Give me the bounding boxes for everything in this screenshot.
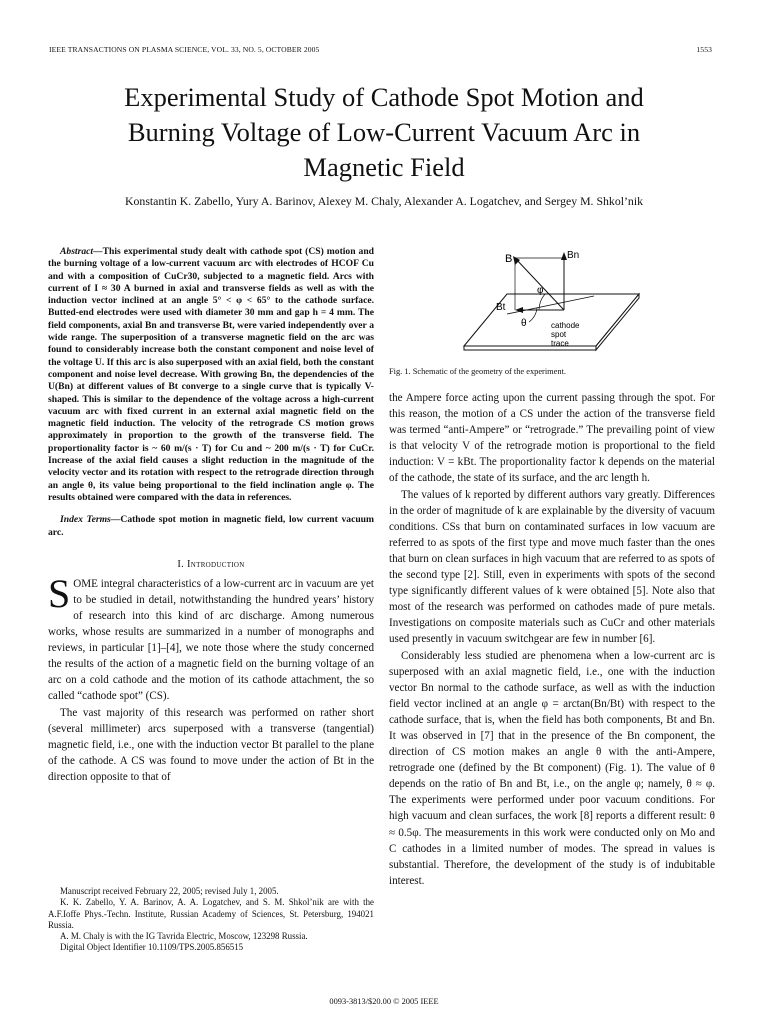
paper-title [40, 80, 728, 185]
right-paragraph-3: Considerably less studied are phenomena when a low-current arc is superposed with an axial magnetic field, i.e., one with the induction vector Bn normal to the cathode surface, as well as with the induction field vector inclined at an angle φ = arctan(Bn/Bt) with respect to the cathode surface, that is, when the field has both components, Bt and Bn. It was observed in [7] that in the presence of the Bn component, the direction of CS motion makes an angle θ with the anti-Ampere, retrograde one (defined by the Bt component) (Fig. 1). The value of θ depends on the ratio of Bn and Bt, i.e., on the angle φ; namely, θ ≈ φ. The experiments were performed under poor vacuum conditions. For high vacuum and clean surfaces, the work [8] reports a different result: θ ≈ 0.5φ. The measurements in this work were conducted only on Mo and C cathodes in a limited number of modes. The spread in values is substantial. Therefore, the development of the study is of indubitable interest. [389, 649, 715, 887]
title-line: Magnetic Field [303, 152, 465, 182]
label-spot: spot [551, 330, 567, 339]
running-header [49, 45, 712, 54]
title-line: Experimental Study of Cathode Spot Motion and [124, 82, 644, 112]
label-trace: trace [551, 339, 569, 348]
copyright-footer: 0093-3813/$20.00 © 2005 IEEE [329, 997, 439, 1006]
footnote: Digital Object Identifier 10.1109/TPS.2005.856515 [60, 942, 244, 953]
title-line: Burning Voltage of Low-Current Vacuum Arc in [127, 117, 641, 147]
label-b: B [505, 253, 513, 265]
label-phi: φ [537, 285, 544, 296]
section-heading-introduction: I. Introduction [177, 558, 245, 570]
right-paragraph-1: the Ampere force acting upon the current passing through the spot. For this reason, the motion of a CS under the action of the transverse field was termed “anti-Ampere” or “retrograde.” The prevailing point of view is that velocity V of the retrograde motion is proportional to the field induction: V = kBt. The proportionality factor k depends on the material of the cathode, the state of its surface, and the arc length h. [389, 392, 715, 485]
footnote: Manuscript received February 22, 2005; revised July 1, 2005. [60, 886, 279, 896]
intro-paragraph-1-text: OME integral characteristics of a low-current arc in vacuum are yet to be studied in detail, notwithstanding the hundred years’ history of research into this kind of arc discharge. Among numerous works, whose results are summarized in a number of monographs and reviews, in particular [1]–[4], we note those where the study concerned the results of the action of a magnetic field on the burning voltage of an arc on a cold cathode and the motion of its cathode attachment, the so called “cathode spot” (CS). [48, 577, 374, 703]
geometry-schematic [389, 246, 715, 361]
left-column [48, 246, 374, 785]
right-paragraph-2: The values of k reported by different authors vary greatly. Differences in the order of magnitude of k are explainable by the diversity of vacuum conditions. CSs that burn on contaminated surfaces in low vacuum are referred to as spots of the first type and move much faster than the ones that burn on clean surfaces in high vacuum that are referred to as spots of the second type [2]. Still, even in experiments with spots of the second type significantly different values of k were obtained [5]. Note also that most of the research was performed on cathodes made of pure metals. Investigations on composite materials such as CuCr and other materials used presently in vacuum switchgear are few in number [6]. [389, 488, 715, 646]
abstract-label: Abstract— [60, 246, 103, 257]
drop-cap: S [48, 570, 71, 616]
footnote: K. K. Zabello, Y. A. Barinov, A. A. Logatchev, and S. M. Shkol’nik are with the A.F.Ioffe Phys.-Techn. Institute, Russian Academy of Sciences, St. Petersburg, 194021 Russia. [48, 897, 374, 930]
figure-1-caption: Fig. 1. Schematic of the geometry of the experiment. [389, 367, 566, 376]
index-terms-label: Index Terms— [60, 514, 121, 526]
abstract-text: This experimental study dealt with cathode spot (CS) motion and the burning voltage of a low-current vacuum arc with electrodes of HCOF Cu and with a composition of CuCr30, subjected to a magnetic field. Arcs with current of I ≈ 30 A burned in axial and transverse fields as well as with the induction vector inclined at an angle 5° < φ < 65° to the cathode surface. Butted-end electrodes were used with diameter 30 mm and gap h = 4 mm. The field components, axial Bn and transverse Bt, were varied independently over a wide range. The superposition of a transverse magnetic field on the arc was found to considerably increase both the constant component and noise level of the voltage U. If this arc is also superposed with an axial field, both the constant component and noise level decrease. With growing Bn, the dependencies of the U(Bn) at different values of Bt converge to a single curve that is typically V-shaped. This is similar to the dependence of the voltage across a high-current vacuum arc with fixed current in an external axial magnetic field on the magnetic field induction. The velocity of the retrograde CS motion grows approximately in proportion to the growth of the transverse field. The proportionality factor is ~ 60 m/(s · T) for Cu and ~ 200 m/(s · T) for CuCr. Increase of the axial field causes a slight reduction in the magnitude of the velocity vector and its rotation with respect to the retrograde direction through an angle θ, its value being proportional to the field inclination angle φ. The results obtained were compared with the data in references. [48, 246, 374, 503]
label-cathode: cathode [551, 321, 580, 330]
cathode-plate-edge [464, 346, 596, 350]
intro-paragraph-2: The vast majority of this research was performed on rather short (several millimeter) arcs superposed with a transverse (tangential) magnetic field, i.e., one with the induction vector Bt parallel to the plane of the cathode. A CS was found to move under the action of Bt in the direction opposite to that of [48, 706, 374, 783]
abstract [48, 246, 374, 504]
label-theta: θ [521, 318, 527, 329]
index-terms-text: Cathode spot motion in magnetic field, low current vacuum arc. [48, 514, 374, 538]
right-column [389, 246, 715, 889]
author-list: Konstantin K. Zabello, Yury A. Barinov, Alexey M. Chaly, Alexander A. Logatchev, and Sergey M. Shkol’nik [125, 194, 643, 208]
b-arrowhead [513, 256, 520, 265]
journal-name: IEEE TRANSACTIONS ON PLASMA SCIENCE, VOL. 33, NO. 5, OCTOBER 2005 [49, 45, 320, 54]
page-number: 1553 [696, 45, 712, 54]
figure-1 [389, 246, 715, 361]
label-bn: Bn [567, 250, 580, 261]
index-terms [48, 514, 374, 539]
intro-paragraph-1 [48, 570, 374, 705]
label-bt: Bt [496, 302, 506, 313]
footnotes [48, 886, 374, 954]
footnote: A. M. Chaly is with the IG Tavrida Electric, Moscow, 123298 Russia. [60, 931, 308, 942]
